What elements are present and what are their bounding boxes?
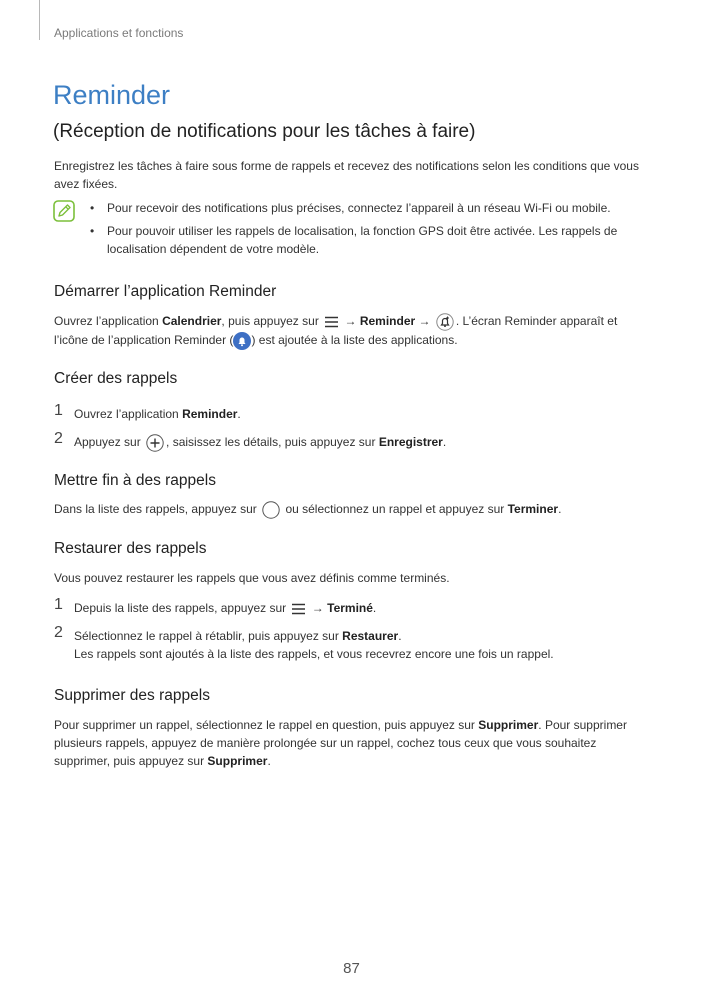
section-heading-start: Démarrer l’application Reminder — [54, 283, 277, 300]
start-paragraph: Ouvrez l’application Calendrier, puis appuyez sur → Reminder → . L’écran Reminder apparaît et l’icône de l’application Reminder ( ) est ajoutée à la liste des applications. — [54, 312, 654, 350]
section-heading-delete: Supprimer des rappels — [54, 687, 210, 704]
step-number: 1 — [54, 596, 63, 613]
reminder-menu-item: Reminder — [359, 314, 416, 328]
add-circle-icon — [146, 434, 164, 452]
header-breadcrumb: Applications et fonctions — [54, 26, 184, 40]
complete-circle-icon — [262, 501, 280, 519]
intro-paragraph: Enregistrez les tâches à faire sous forme de rappels et recevez des notifications selon les conditions que vous avez fixées. — [54, 159, 639, 191]
section-heading-create: Créer des rappels — [54, 370, 178, 387]
note-bullet-list — [90, 199, 650, 263]
menu-icon — [324, 316, 339, 328]
page-subtitle: (Réception de notifications pour les tâches à faire) — [53, 121, 476, 142]
finish-paragraph: Dans la liste des rappels, appuyez sur ou sélectionnez un rappel et appuyez sur Terminer. — [54, 500, 664, 519]
reminder-app-icon — [233, 332, 251, 350]
menu-icon — [291, 603, 306, 615]
restore-intro: Vous pouvez restaurer les rappels que vous avez définis comme terminés. — [54, 571, 450, 585]
calendar-app-name: Calendrier — [162, 314, 222, 328]
note-pencil-icon — [53, 200, 75, 222]
step-number: 2 — [54, 624, 63, 641]
section-heading-finish: Mettre fin à des rappels — [54, 472, 216, 489]
page-number: 87 — [343, 960, 360, 977]
step-number: 1 — [54, 402, 63, 419]
bell-add-icon — [436, 313, 454, 331]
section-heading-restore: Restaurer des rappels — [54, 540, 207, 557]
delete-paragraph: Pour supprimer un rappel, sélectionnez le rappel en question, puis appuyez sur Supprimer. Pour supprimer plusieurs rappels, appuyez de manière prolongée sur un rappel, cochez tous ceux que vous souhaitez supprimer, puis appuyez sur Supprimer. — [54, 718, 627, 768]
header-divider — [39, 0, 40, 40]
note-bullet: • Pour recevoir des notifications plus précises, connectez l’appareil à un réseau Wi-Fi ou mobile. — [90, 199, 650, 217]
step-number: 2 — [54, 430, 63, 447]
note-bullet: • Pour pouvoir utiliser les rappels de localisation, la fonction GPS doit être activée. Les rappels de localisation dépendent de votre modèle. — [90, 222, 650, 258]
restore-step-2-detail: Les rappels sont ajoutés à la liste des rappels, et vous recevrez encore une fois un rappel. — [74, 647, 554, 661]
page-title: Reminder — [53, 80, 171, 110]
